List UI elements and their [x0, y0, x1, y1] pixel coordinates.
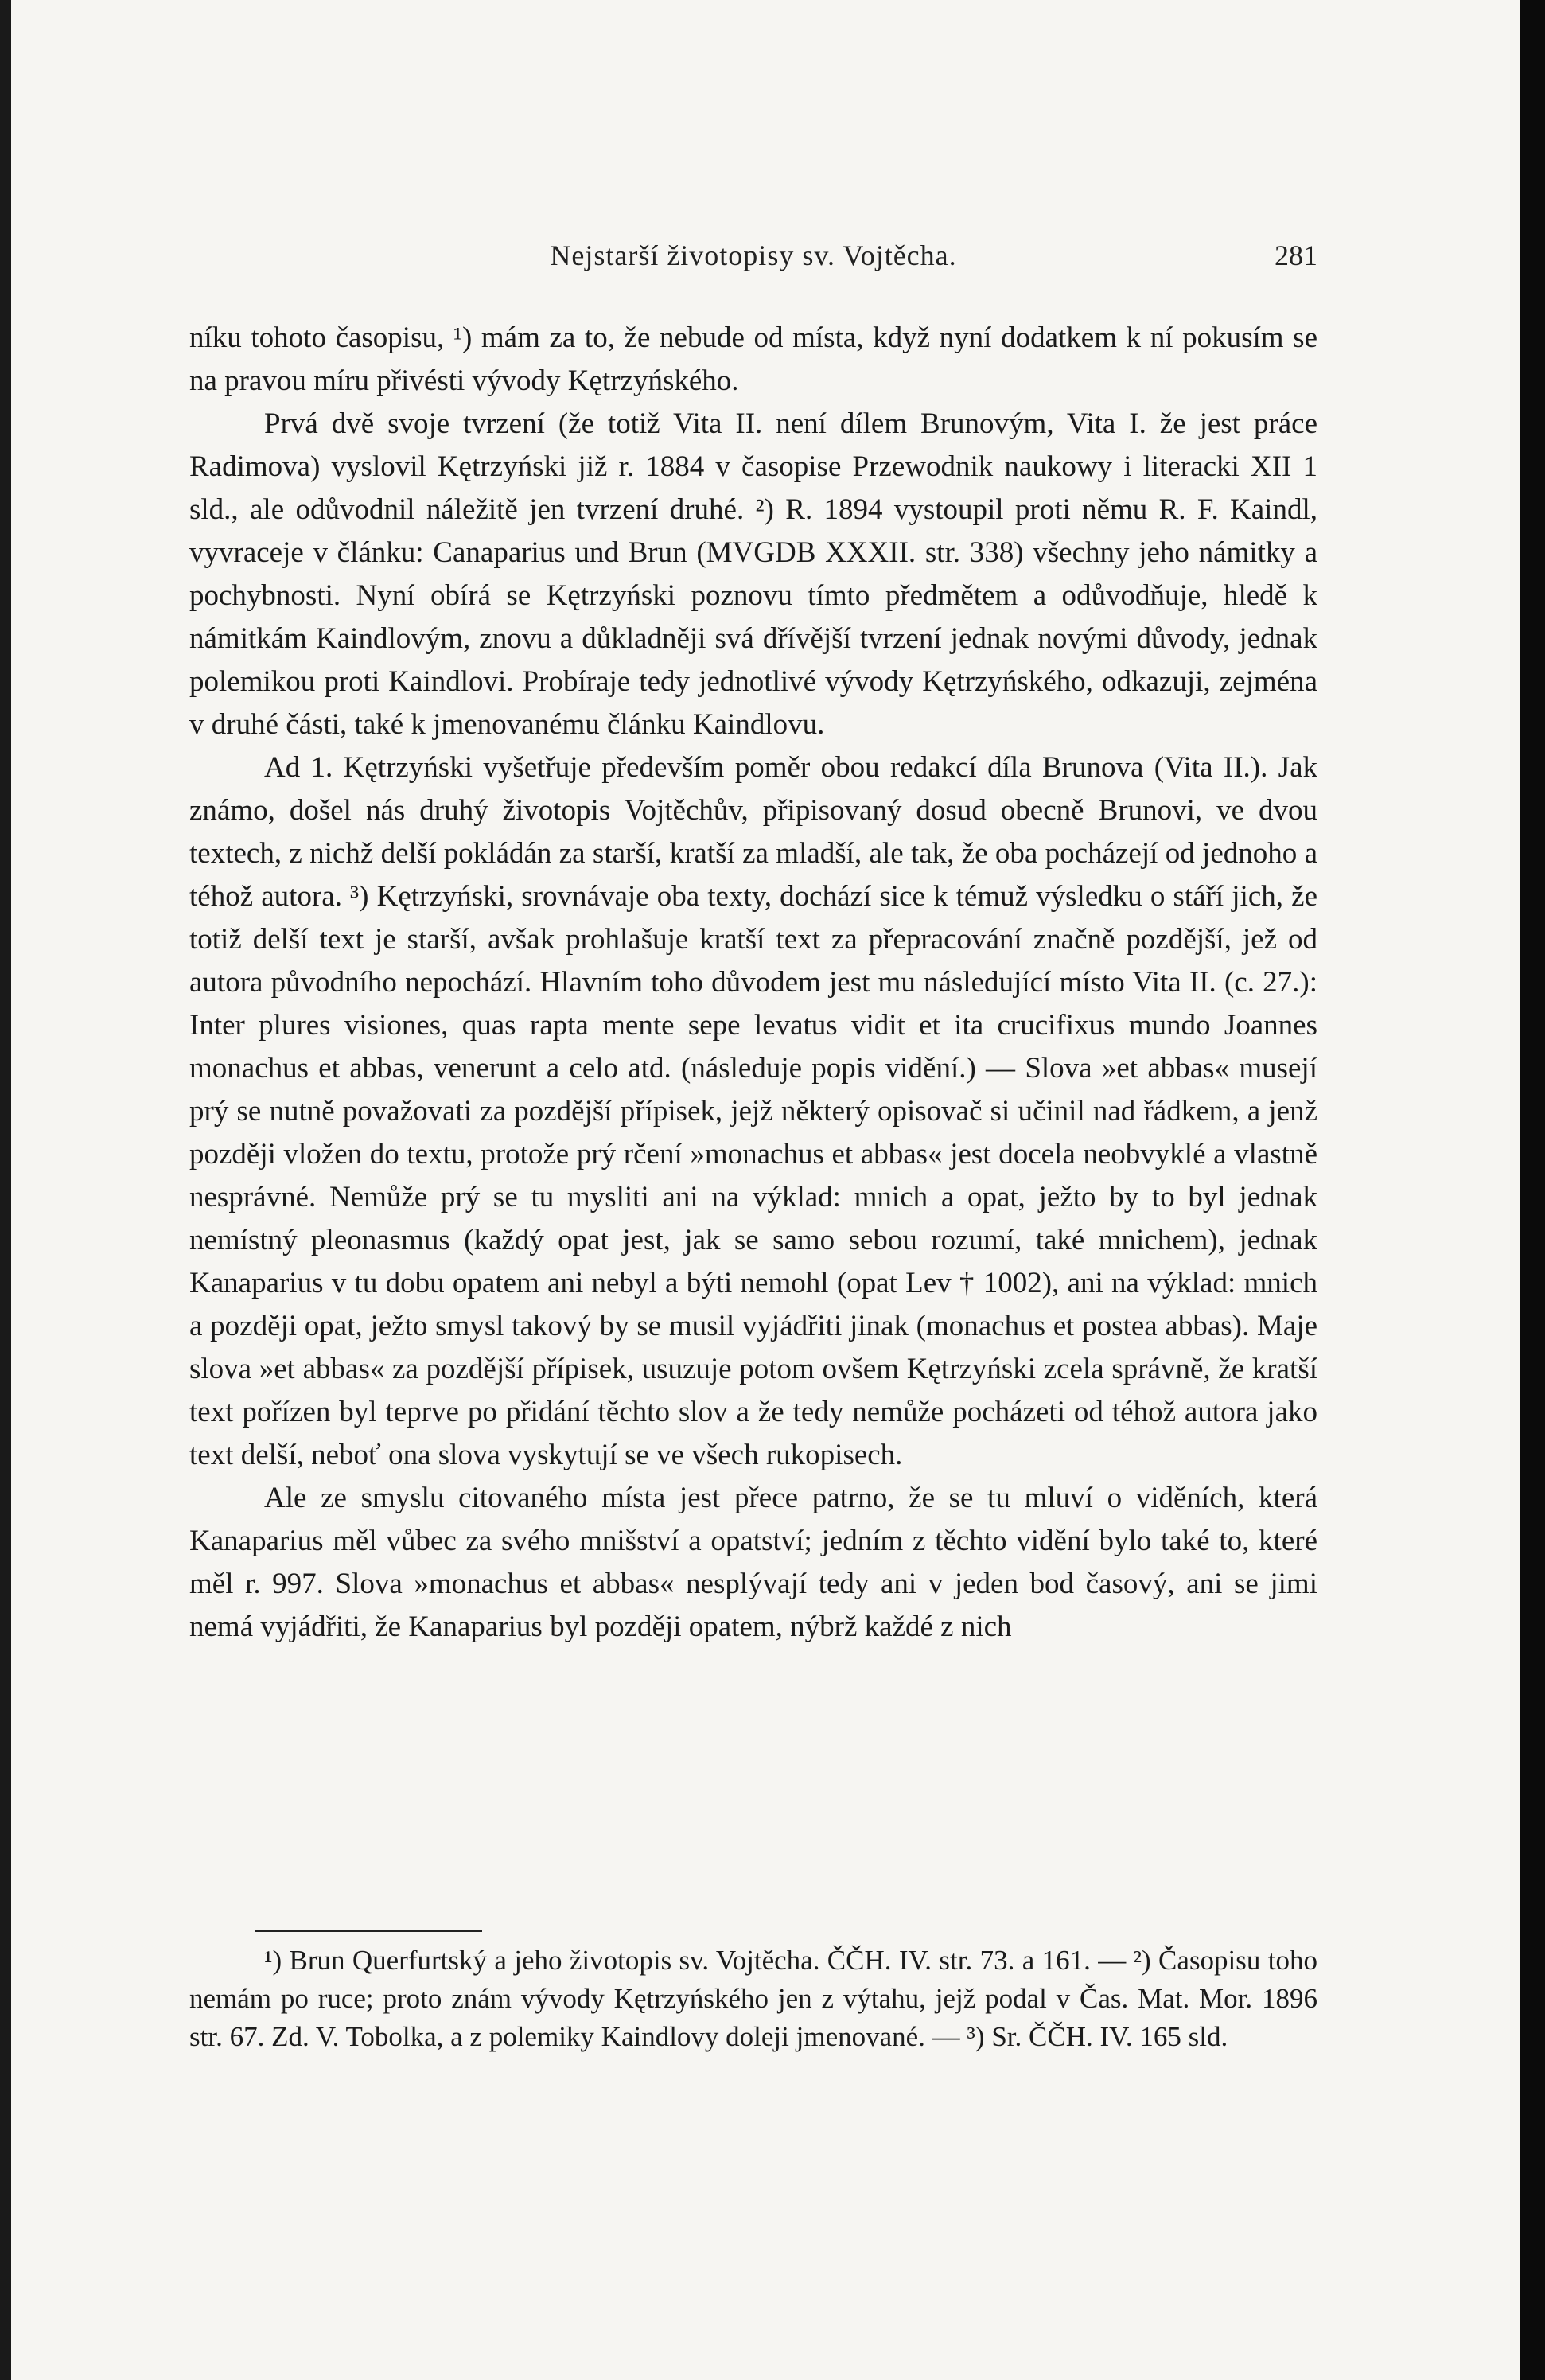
footnote-divider [255, 1930, 482, 1932]
paragraph: Ad 1. Kętrzyński vyšetřuje především poměr obou redakcí díla Brunova (Vita II.). Jak známo, došel nás druhý životopis Vojtěchův, připisovaný dosud obecně Brunovi, ve dvou textech, z nichž delší pokládán za starší, kratší za mladší, ale tak, že oba pocházejí od jednoho a téhož autora. ³) Kętrzyński, srovnávaje oba texty, dochází sice k témuž výsledku o stáří jich, že totiž delší text je starší, avšak prohlašuje kratší text za přepracování značně pozdější, jež od autora původního nepochází. Hlavním toho důvodem jest mu následující místo Vita II. (c. 27.): Inter plures visiones, quas rapta mente sepe levatus vidit et ita crucifixus mundo Joannes monachus et abbas, venerunt a celo atd. (následuje popis vidění.) — Slova »et abbas« musejí prý se nutně považovati za pozdější přípisek, jejž některý opisovač si učinil nad řádkem, a jenž později vložen do textu, protože prý rčení »monachus et abbas« jest docela neobvyklé a vlastně nesprávné. Nemůže prý se tu mysliti ani na výklad: mnich a opat, ježto by to byl jednak nemístný pleonasmus (každý opat jest, jak se samo sebou rozumí, také mnichem), jednak Kanaparius v tu dobu opatem ani nebyl a býti nemohl (opat Lev † 1002), ani na výklad: mnich a později opat, ježto smysl takový by se musil vyjádřiti jinak (monachus et postea abbas). Maje slova »et abbas« za pozdější přípisek, usuzuje potom ovšem Kętrzyński zcela správně, že kratší text pořízen byl teprve po přidání těchto slov a že tedy nemůže pocházeti od téhož autora jako text delší, neboť ona slova vyskytují se ve všech rukopisech. [189, 751, 1317, 1471]
scan-border [1520, 0, 1545, 2380]
running-header [189, 239, 1317, 279]
page-number: 281 [1275, 240, 1317, 271]
footnote-text: ¹) Brun Querfurtský a jeho životopis sv. Vojtěcha. ČČH. IV. str. 73. a 161. — ²) Časopisu toho nemám po ruce; proto znám vývody Kętrzyńského jen z výtahu, jejž podal v Čas. Mat. Mor. 1896 str. 67. Zd. V. Tobolka, a z polemiky Kaindlovy doleji jmenované. — ³) Sr. ČČH. IV. 165 sld. [189, 1945, 1317, 2052]
main-text [189, 317, 1317, 1649]
footnotes [189, 1942, 1317, 2056]
paragraph: Ale ze smyslu citovaného místa jest přece patrno, že se tu mluví o viděních, která Kanaparius měl vůbec za svého mnišství a opatství; jedním z těchto vidění bylo také to, které měl r. 997. Slova »monachus et abbas« nesplývají tedy ani v jeden bod časový, ani se jimi nemá vyjádřiti, že Kanaparius byl později opatem, nýbrž každé z nich [189, 1482, 1317, 1643]
running-title: Nejstarší životopisy sv. Vojtěcha. [550, 240, 957, 271]
paragraph: Prvá dvě svoje tvrzení (že totiž Vita II. není dílem Brunovým, Vita I. že jest práce Radimova) vyslovil Kętrzyński již r. 1884 v časopise Przewodnik naukowy i literacki XII 1 sld., ale odůvodnil náležitě jen tvrzení druhé. ²) R. 1894 vystoupil proti němu R. F. Kaindl, vyvraceje v článku: Canaparius und Brun (MVGDB XXXII. str. 338) všechny jeho námitky a pochybnosti. Nyní obírá se Kętrzyński poznovu tímto předmětem a odůvodňuje, hledě k námitkám Kaindlovým, znovu a důkladněji svá dřívější tvrzení jednak novými důvody, jednak polemikou proti Kaindlovi. Probíraje tedy jednotlivé vývody Kętrzyńského, odkazuji, zejména v druhé části, také k jmenovanému článku Kaindlovu. [189, 407, 1317, 741]
paragraph: níku tohoto časopisu, ¹) mám za to, že nebude od místa, když nyní dodatkem k ní pokusím se na pravou míru přivésti vývody Kętrzyńského. [189, 321, 1317, 397]
page-left-edge [0, 0, 11, 2380]
